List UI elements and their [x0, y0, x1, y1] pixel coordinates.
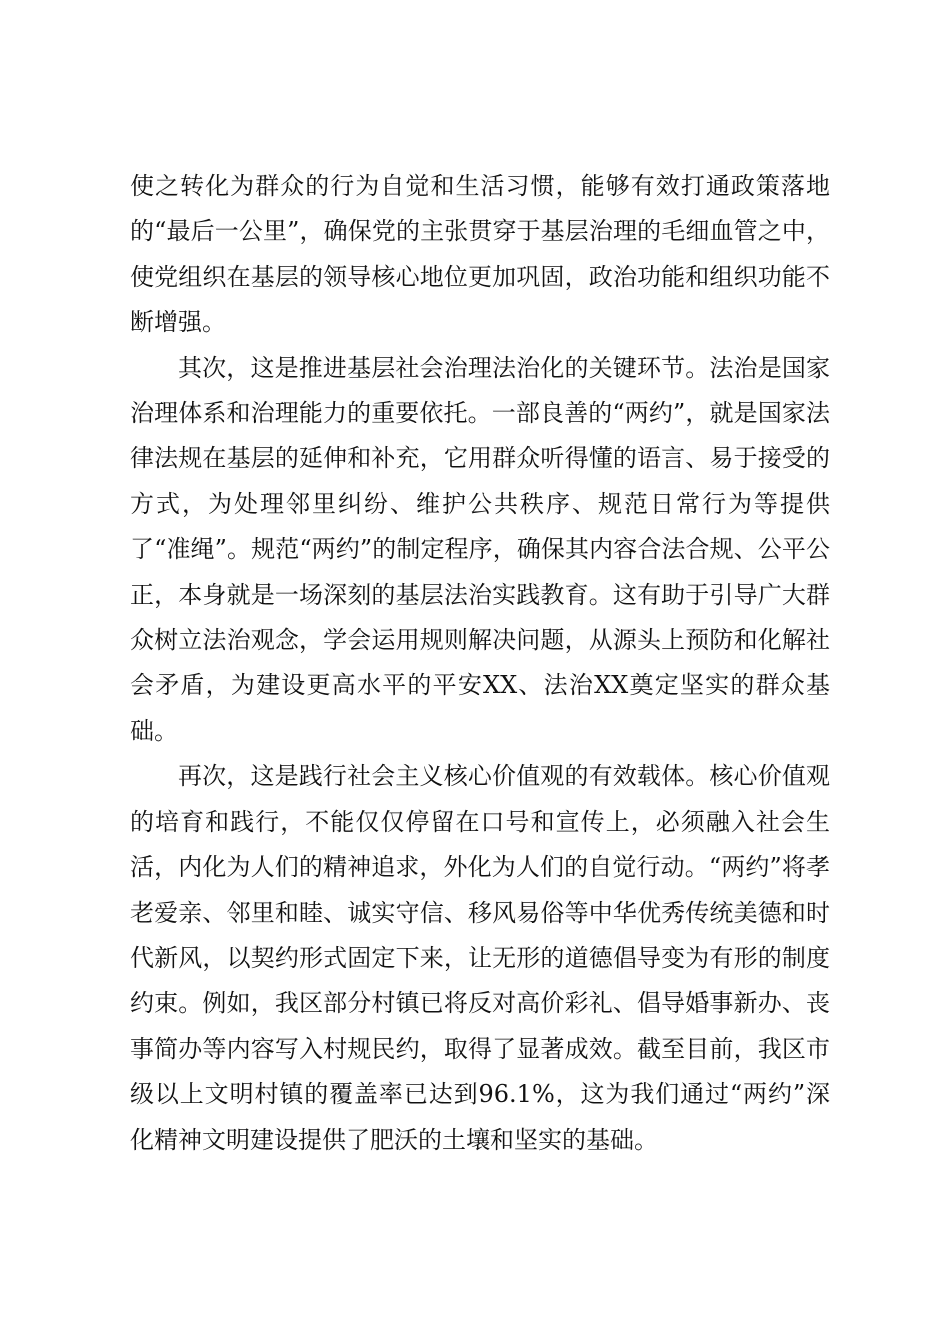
paragraph-3: 再次，这是践行社会主义核心价值观的有效载体。核心价值观的培育和践行，不能仅仅停留在口号和宣传上，必须融入社会生活，内化为人们的精神追求，外化为人们的自觉行动。“两约”将孝老爱亲、邻里和睦、诚实守信、移风易俗等中华优秀传统美德和时代新风，以契约形式固定下来，让无形的道德倡导变为有形的制度约束。例如，我区部分村镇已将反对高价彩礼、倡导婚事新办、丧事简办等内容写入村规民约，取得了显著成效。截至目前，我区市级以上文明村镇的覆盖率已达到96.1%，这为我们通过“两约”深化精神文明建设提供了肥沃的土壤和坚实的基础。 [130, 762, 830, 1154]
paragraph-1: 使之转化为群众的行为自觉和生活习惯，能够有效打通政策落地的“最后一公里”，确保党的主张贯穿于基层治理的毛细血管之中，使党组织在基层的领导核心地位更加巩固，政治功能和组织功能不断增强。 [130, 172, 830, 337]
document-body [130, 164, 830, 1163]
paragraph-2: 其次，这是推进基层社会治理法治化的关键环节。法治是国家治理体系和治理能力的重要依托。一部良善的“两约”，就是国家法律法规在基层的延伸和补充，它用群众听得懂的语言、易于接受的方式，为处理邻里纠纷、维护公共秩序、规范日常行为等提供了“准绳”。规范“两约”的制定程序，确保其内容合法合规、公平公正，本身就是一场深刻的基层法治实践教育。这有助于引导广大群众树立法治观念，学会运用规则解决问题，从源头上预防和化解社会矛盾，为建设更高水平的平安XX、法治XX奠定坚实的群众基础。 [130, 353, 830, 745]
